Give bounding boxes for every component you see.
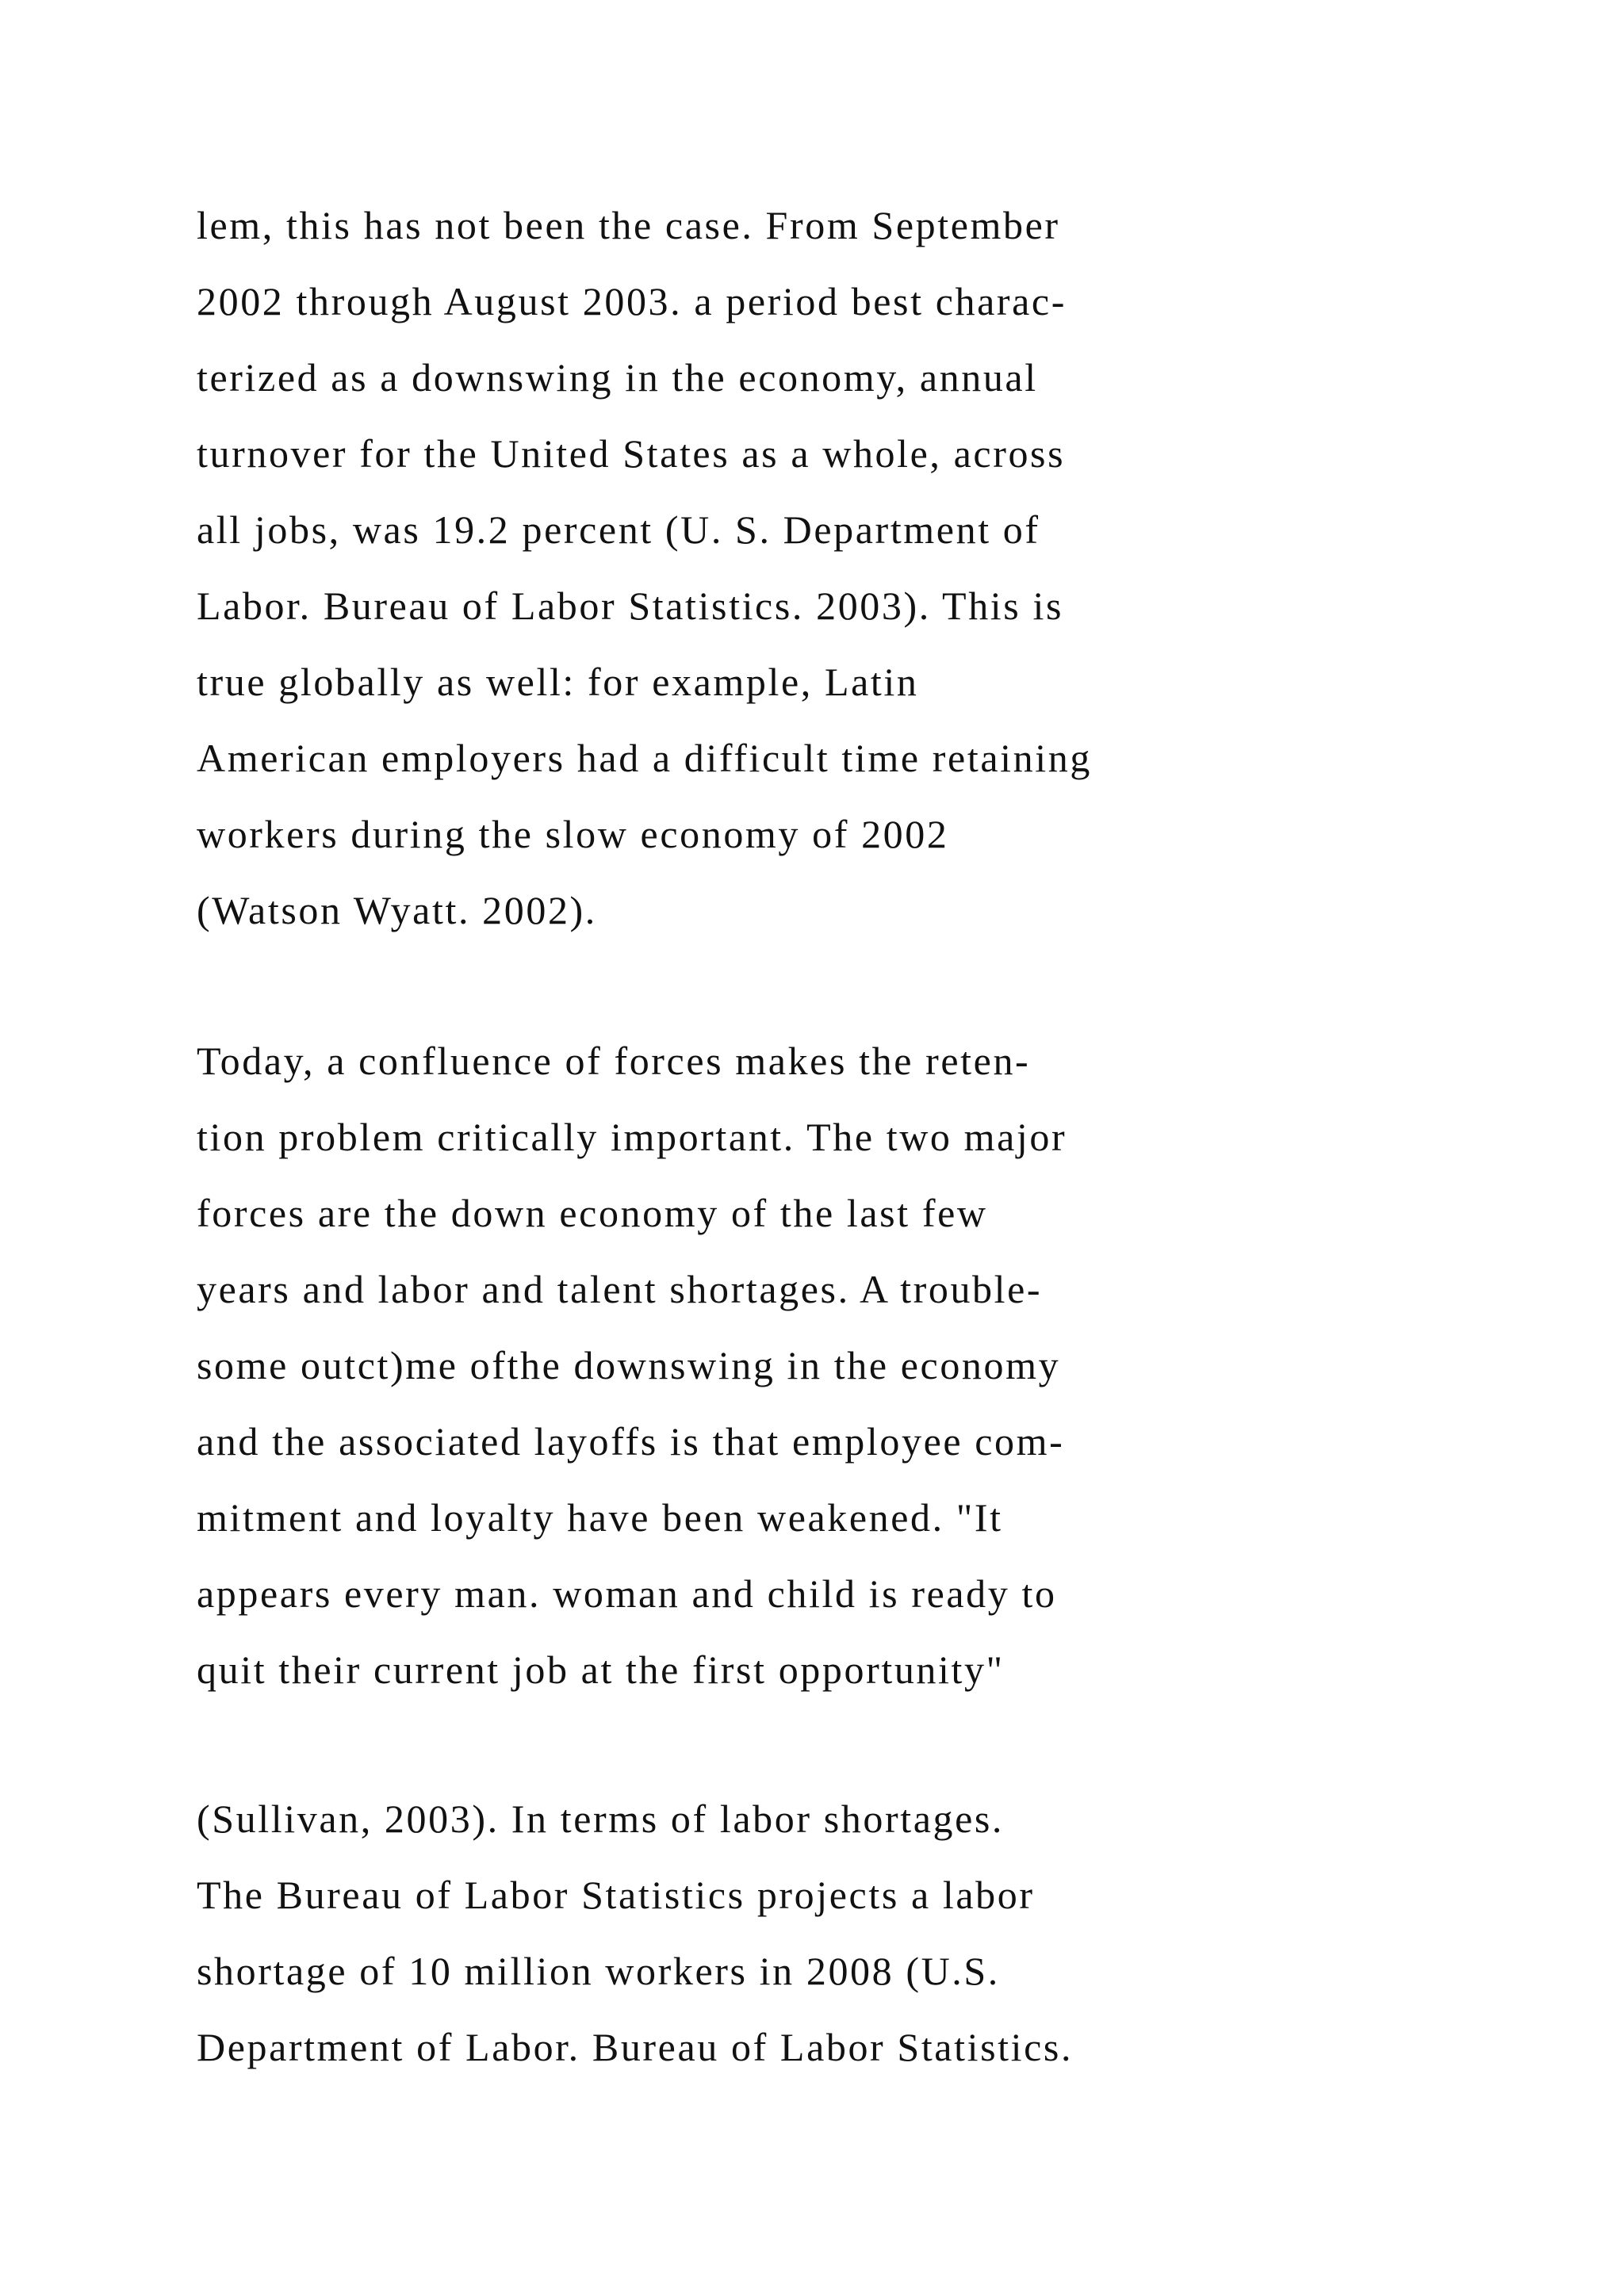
text-line: (Sullivan, 2003). In terms of labor shortages. xyxy=(197,1797,1005,1841)
text-line: forces are the down economy of the last few xyxy=(197,1191,988,1235)
text-line: terized as a downswing in the economy, annual xyxy=(197,355,1038,400)
text-line: turnover for the United States as a whole, across xyxy=(197,431,1066,476)
text-line: shortage of 10 million workers in 2008 (U.S. xyxy=(197,1949,1000,1993)
text-line: Today, a confluence of forces makes the reten- xyxy=(197,1039,1031,1083)
text-line: 2002 through August 2003. a period best charac- xyxy=(197,279,1067,323)
text-line: tion problem critically important. The two major xyxy=(197,1115,1067,1159)
text-line: and the associated layoffs is that employee com- xyxy=(197,1419,1065,1464)
paragraph-3 xyxy=(197,1781,1386,2085)
text-line: (Watson Wyatt. 2002). xyxy=(197,888,597,932)
text-line: Labor. Bureau of Labor Statistics. 2003). This is xyxy=(197,584,1064,628)
text-line: true globally as well: for example, Latin xyxy=(197,660,919,704)
text-line: quit their current job at the first opportunity" xyxy=(197,1647,1005,1692)
text-line: workers during the slow economy of 2002 xyxy=(197,812,949,856)
text-line: some outct)me ofthe downswing in the economy xyxy=(197,1343,1061,1387)
text-line: The Bureau of Labor Statistics projects a labor xyxy=(197,1873,1035,1917)
paragraph-1 xyxy=(197,187,1386,948)
paragraph-2 xyxy=(197,1023,1386,1708)
text-line: all jobs, was 19.2 percent (U. S. Department of xyxy=(197,507,1040,552)
text-line: years and labor and talent shortages. A trouble- xyxy=(197,1267,1043,1311)
text-line: appears every man. woman and child is ready to xyxy=(197,1571,1057,1616)
text-line: lem, this has not been the case. From September xyxy=(197,203,1060,247)
text-line: American employers had a difficult time retaining xyxy=(197,736,1092,780)
text-line: mitment and loyalty have been weakened. "It xyxy=(197,1495,1003,1540)
text-line: Department of Labor. Bureau of Labor Statistics. xyxy=(197,2025,1074,2069)
